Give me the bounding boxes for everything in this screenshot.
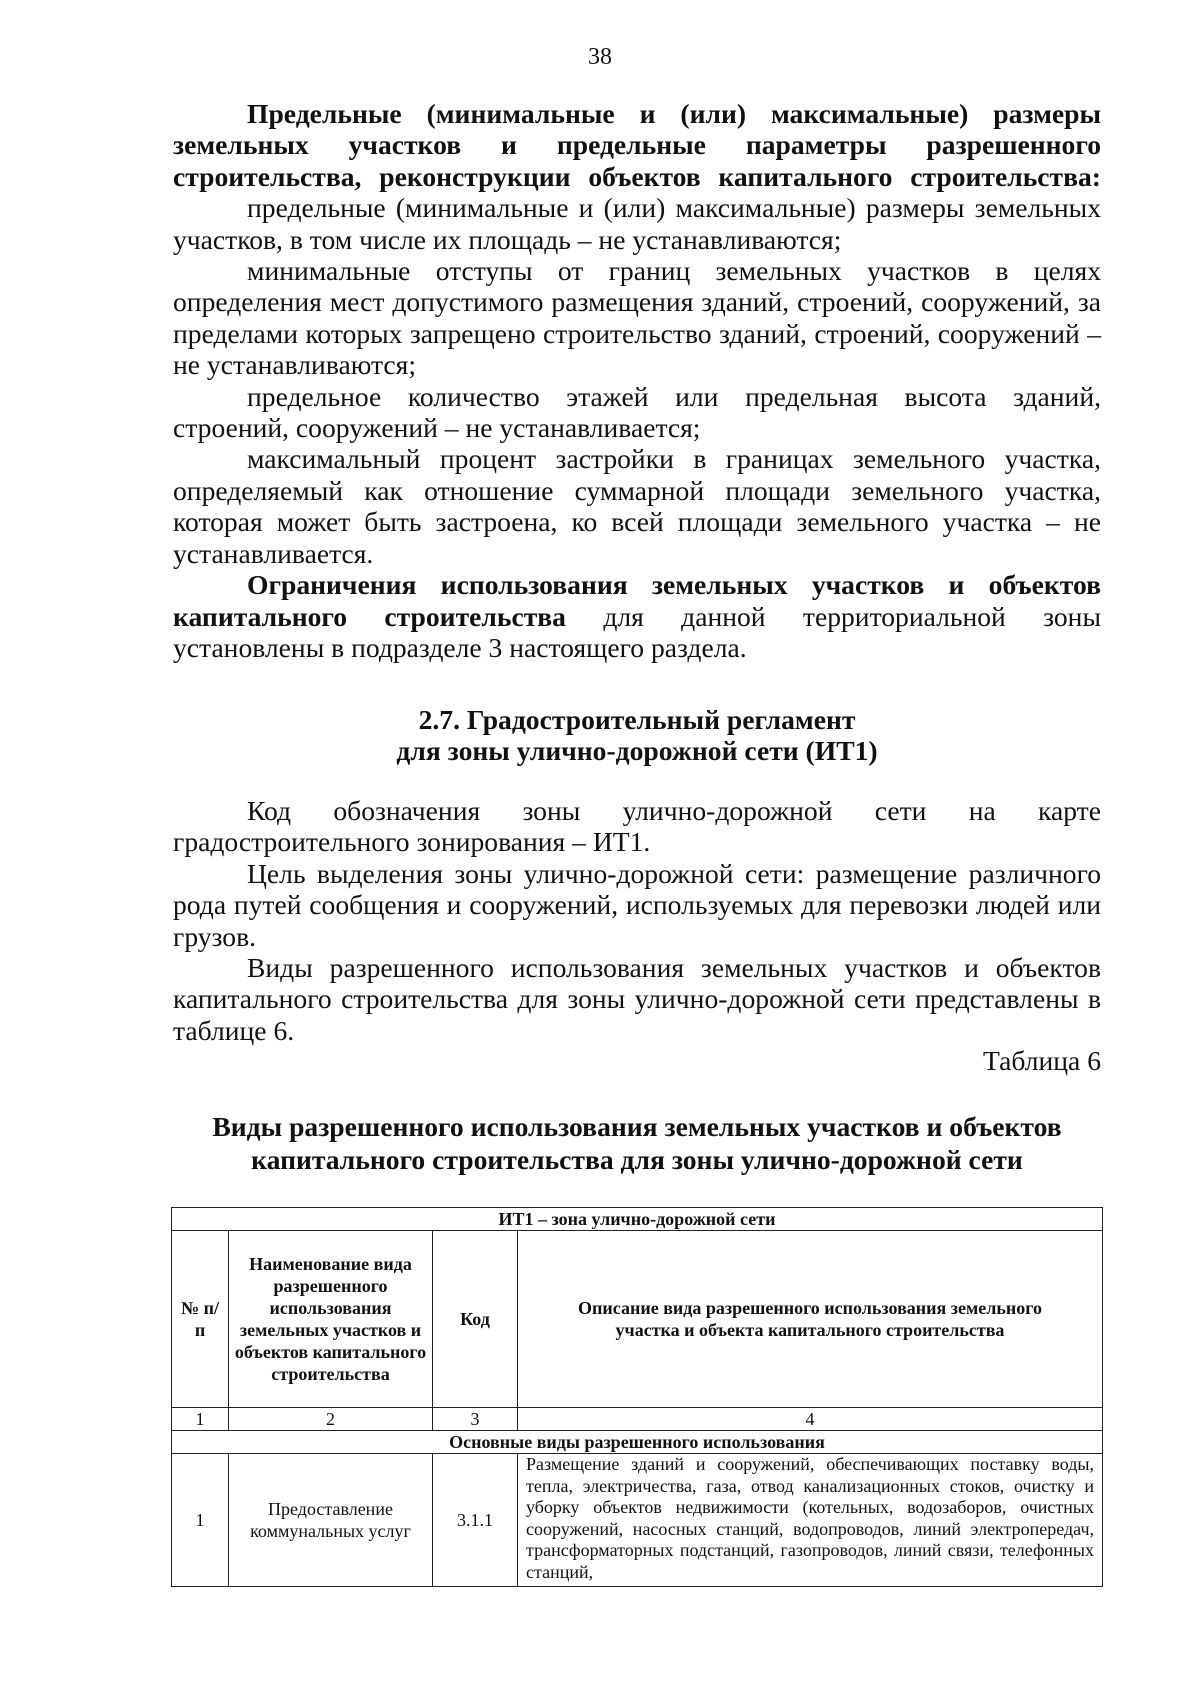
section-paragraph-1: Код обозначения зоны улично-дорожной сети на карте градостроительного зонирования – ИТ1. — [173, 795, 1101, 858]
section-main-label: Основные виды разрешенного использования — [172, 1431, 1103, 1454]
column-number: 3 — [433, 1408, 518, 1431]
row-code: 3.1.1 — [433, 1454, 518, 1587]
table-label: Таблица 6 — [982, 1045, 1101, 1076]
section-title-line-1: 2.7. Градостроительный регламент — [418, 704, 856, 735]
column-number-row — [172, 1408, 1103, 1431]
restrictions-bold: Ограничения использования земельных участков и объектов капитального строительства — [173, 569, 1101, 632]
table-zone-row — [172, 1208, 1103, 1231]
section-row — [172, 1431, 1103, 1454]
column-number: 2 — [229, 1408, 433, 1431]
header-code: Код — [433, 1231, 518, 1408]
header-description: Описание вида разрешенного использования земельного участка и объекта капитального строительства — [518, 1231, 1103, 1408]
table-header-row — [172, 1231, 1103, 1408]
restrictions-rest: для данной территориальной зоны установлены в подразделе 3 настоящего раздела. — [173, 600, 1101, 663]
section-title — [173, 704, 1101, 767]
limits-item-4: максимальный процент застройки в границах земельного участка, определяемый как отношение суммарной площади земельного участка, которая может быть застроена, ко всей площади земельного участка – не устанавливается. — [173, 443, 1101, 569]
section-paragraph-2: Цель выделения зоны улично-дорожной сети: размещение различного рода путей сообщения и сооружений, используемых для перевозки людей или грузов. — [173, 857, 1101, 952]
column-number: 4 — [518, 1408, 1103, 1431]
page-number: 38 — [588, 44, 612, 70]
table-title-line-2: капитального строительства для зоны улично-дорожной сети — [251, 1144, 1023, 1175]
regulation-table — [171, 1207, 1103, 1587]
zone-header: ИТ1 – зона улично-дорожной сети — [172, 1208, 1103, 1231]
limits-item-3: предельное количество этажей или предельная высота зданий, строений, сооружений – не устанавливается; — [173, 380, 1101, 444]
row-name: Предоставление коммунальных услуг — [229, 1454, 433, 1587]
restrictions-paragraph — [173, 569, 1101, 663]
table-title — [173, 1110, 1101, 1176]
table-row — [172, 1454, 1103, 1587]
header-name: Наименование вида разрешенного использования земельных участков и объектов капитального строительства — [229, 1231, 433, 1408]
section-title-line-2: для зоны улично-дорожной сети (ИТ1) — [396, 735, 878, 767]
row-description: Размещение зданий и сооружений, обеспечивающих поставку воды, тепла, электричества, газа, отвод канализационных стоков, очистку и уборку объектов недвижимости (котельных, водозаборов, очистных сооружений, насосных станций, водопроводов, линий электропередач, трансформаторных подстанций, газопроводов, линий связи, телефонных станций, — [518, 1454, 1103, 1587]
header-num: № п/п — [172, 1231, 229, 1408]
section-body — [173, 795, 1101, 1046]
limits-item-1: предельные (минимальные и (или) максимальные) размеры земельных участков, в том числе их площадь – не устанавливаются; — [173, 192, 1101, 255]
section-paragraph-3: Виды разрешенного использования земельных участков и объектов капитального строительства для зоны улично-дорожной сети представлены в таблице 6. — [173, 952, 1101, 1046]
limits-item-2: минимальные отступы от границ земельных участков в целях определения мест допустимого размещения зданий, строений, сооружений, за пределами которых запрещено строительство зданий, строений, сооружений – не устанавливаются; — [173, 255, 1101, 381]
limits-heading: Предельные (минимальные и (или) максимальные) размеры земельных участков и предельные параметры разрешенного строительства, реконструкции объектов капитального строительства: — [173, 98, 1101, 192]
limits-block — [173, 98, 1101, 663]
row-num: 1 — [172, 1454, 229, 1587]
table-title-line-1: Виды разрешенного использования земельных участков и объектов — [212, 1111, 1062, 1142]
column-number: 1 — [172, 1408, 229, 1431]
